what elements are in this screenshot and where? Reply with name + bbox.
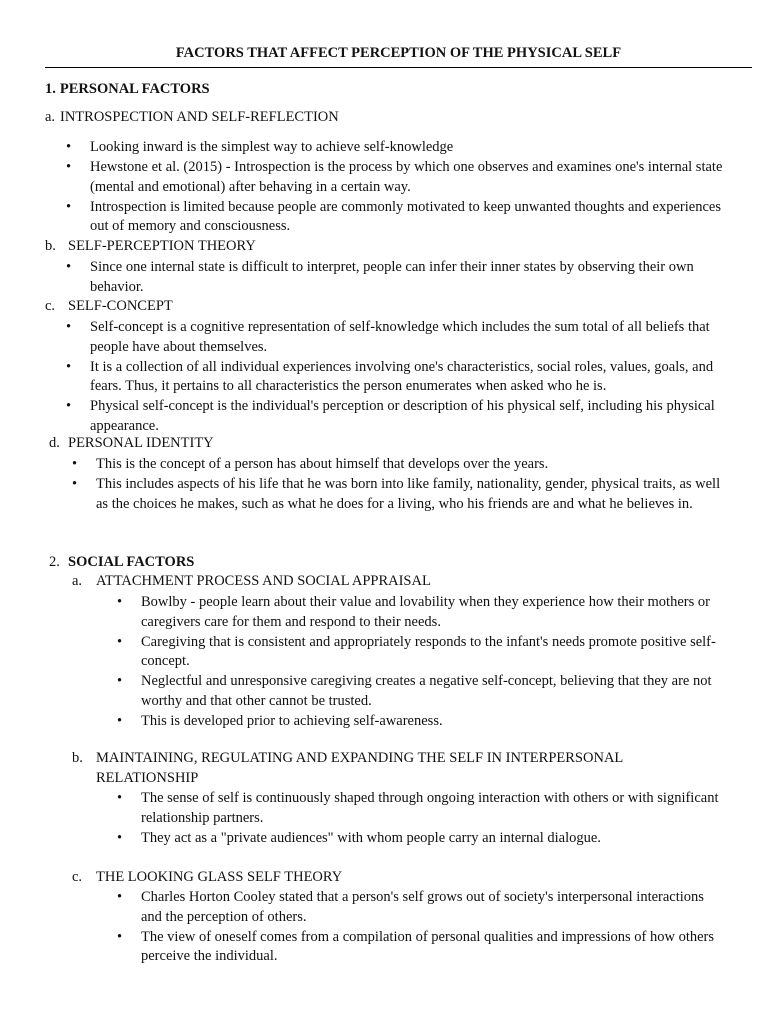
list-item — [117, 829, 728, 849]
subsection-letter: b. — [72, 750, 83, 766]
list-item-text: Looking inward is the simplest way to achieve self-knowledge — [90, 139, 454, 155]
list-item-text: The view of oneself comes from a compilation of personal qualities and impressions of how others perceive the individual. — [141, 928, 715, 964]
list-item-text: This is the concept of a person has about himself that develops over the years. — [96, 456, 549, 472]
list-item — [66, 318, 728, 357]
list-item — [66, 258, 728, 297]
section-title: PERSONAL FACTORS — [59, 81, 210, 97]
section-title: SOCIAL FACTORS — [68, 554, 195, 570]
list-item-text: It is a collection of all individual experiences involving one's characteristics, social roles, values, goals, and fears. Thus, it pertains to all characteristics the person enumerates when asked who he is. — [90, 358, 714, 394]
list-item-text: Caregiving that is consistent and appropriately responds to the infant's needs promote positive self-concept. — [141, 633, 716, 669]
list-item — [66, 158, 728, 197]
bullet-icon: • — [72, 476, 78, 492]
bullet-icon: • — [117, 889, 123, 905]
bullet-icon: • — [117, 633, 123, 650]
bullet-icon: • — [117, 673, 123, 689]
list-item-text: Since one internal state is difficult to interpret, people can infer their inner states by observing their own behavior. — [90, 259, 694, 295]
bullet-list — [117, 789, 728, 849]
bullet-icon: • — [117, 712, 123, 729]
document-title: FACTORS THAT AFFECT PERCEPTION OF THE PHYSICAL SELF — [175, 45, 622, 61]
list-item — [66, 358, 728, 397]
list-item-text: They act as a "private audiences" with whom people carry an internal dialogue. — [141, 829, 601, 846]
list-item — [117, 672, 728, 711]
section-heading — [45, 80, 210, 100]
subsection-heading: INTROSPECTION AND SELF-REFLECTION — [60, 109, 339, 125]
subsection-heading: ATTACHMENT PROCESS AND SOCIAL APPRAISAL — [96, 573, 431, 589]
bullet-icon: • — [66, 139, 72, 155]
subsection-letter: d. — [49, 435, 60, 451]
bullet-icon: • — [117, 790, 123, 806]
subsection-letter: c. — [72, 869, 83, 885]
list-item-text: Bowlby - people learn about their value and lovability when they experience how their mothers or caregivers care for them and respond to their needs. — [141, 594, 710, 630]
bullet-icon: • — [117, 928, 123, 945]
subsection-letter: c. — [45, 298, 56, 314]
bullet-list — [66, 318, 728, 437]
list-item — [66, 198, 728, 237]
list-item-text: Introspection is limited because people are commonly motivated to keep unwanted thoughts and experiences out of memory and consciousness. — [90, 198, 721, 234]
bullet-list — [66, 138, 728, 237]
bullet-list — [117, 888, 728, 967]
subsection-heading: SELF-CONCEPT — [68, 298, 173, 314]
subsection-letter: b. — [45, 238, 56, 254]
list-item — [117, 593, 728, 632]
subsection-letter: a. — [45, 109, 56, 125]
list-item — [117, 789, 728, 828]
list-item — [72, 455, 728, 475]
bullet-icon: • — [66, 259, 72, 275]
list-item — [72, 475, 728, 514]
bullet-icon: • — [66, 159, 72, 175]
list-item-text: The sense of self is continuously shaped through ongoing interaction with others or with significant relationship partners. — [141, 790, 719, 826]
subsection-heading: SELF-PERCEPTION THEORY — [68, 238, 256, 254]
list-item-text: Self-concept is a cognitive representation of self-knowledge which includes the sum total of all beliefs that people have about themselves. — [90, 319, 710, 355]
bullet-list — [66, 258, 728, 298]
list-item — [117, 928, 728, 967]
list-item — [117, 888, 728, 927]
bullet-list — [117, 593, 728, 732]
list-item-text: This is developed prior to achieving self-awareness. — [141, 712, 443, 729]
list-item — [117, 712, 728, 732]
subsection-heading: PERSONAL IDENTITY — [68, 435, 214, 451]
list-item-text: Charles Horton Cooley stated that a person's self grows out of society's interpersonal interactions and the perception of others. — [141, 889, 704, 925]
bullet-icon: • — [66, 198, 72, 215]
list-item — [117, 633, 728, 672]
bullet-list — [72, 455, 728, 515]
section-number: 2. — [49, 554, 60, 570]
list-item-text: Neglectful and unresponsive caregiving creates a negative self-concept, believing that they are not worthy and that other cannot be trusted. — [141, 673, 712, 709]
section-heading — [49, 553, 194, 573]
bullet-icon: • — [117, 829, 123, 846]
bullet-icon: • — [66, 358, 72, 375]
section-number: 1. — [45, 81, 56, 97]
subsection-heading: THE LOOKING GLASS SELF THEORY — [96, 869, 343, 885]
bullet-icon: • — [66, 319, 72, 335]
list-item-text: Hewstone et al. (2015) - Introspection is the process by which one observes and examines one's internal state (mental and emotional) after behaving in a certain way. — [90, 159, 723, 195]
list-item — [66, 138, 728, 158]
bullet-icon: • — [66, 398, 72, 414]
list-item-text: This includes aspects of his life that he was born into like family, nationality, gender, physical traits, as well as the choices he makes, such as what he does for a living, who his friends are and what he believes in. — [96, 476, 721, 512]
list-item — [66, 397, 728, 436]
bullet-icon: • — [72, 456, 78, 472]
subsection-letter: a. — [72, 573, 83, 589]
title-underline — [45, 67, 752, 68]
list-item-text: Physical self-concept is the individual's perception or description of his physical self, including his physical appearance. — [90, 398, 715, 434]
bullet-icon: • — [117, 594, 123, 610]
subsection-heading: MAINTAINING, REGULATING AND EXPANDING THE SELF IN INTERPERSONAL RELATIONSHIP — [96, 750, 623, 786]
